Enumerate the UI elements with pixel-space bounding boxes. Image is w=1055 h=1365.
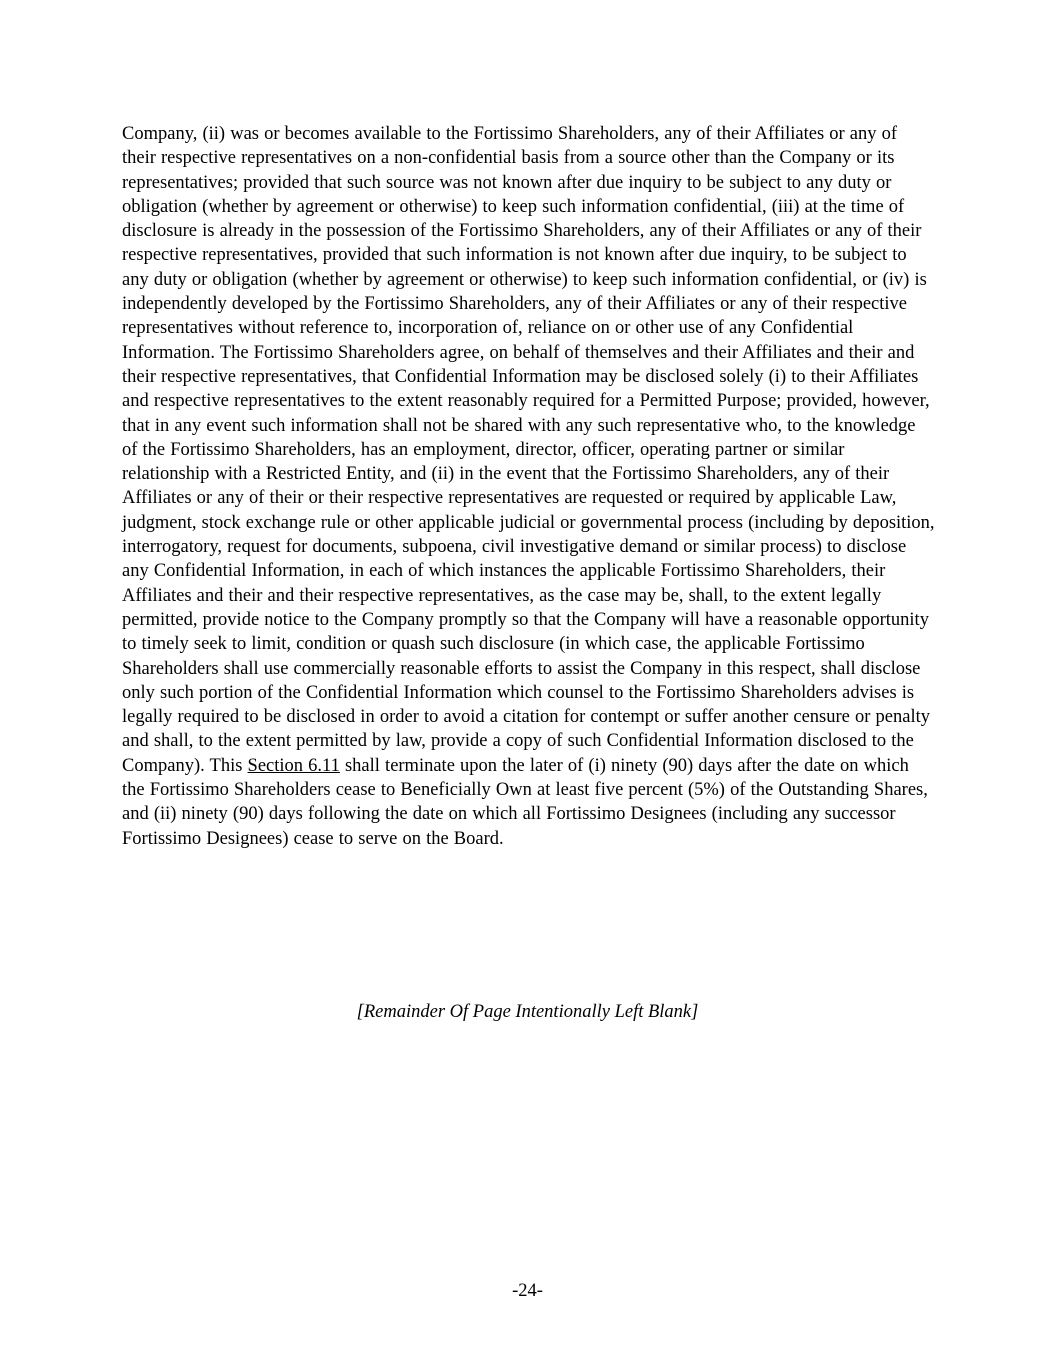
- paragraph-text-after-section-ref: shall terminate upon the later of (i) ninety (90) days after the date on which the Fortissimo Shareholders cease to Beneficially Own at least five percent (5%) of the Outstanding Shares, and (ii) ninety (90) days following the date on which all Fortissimo Designees (including any successor Fortissimo Designees) cease to serve on the Board.: [122, 755, 928, 849]
- confidentiality-paragraph: [122, 122, 936, 851]
- page-number: -24-: [512, 1281, 543, 1301]
- section-6-11-reference: Section 6.11: [247, 755, 340, 776]
- paragraph-text-before-section-ref: Company, (ii) was or becomes available to the Fortissimo Shareholders, any of their Affiliates or any of their respective representatives on a non-confidential basis from a source other than the Company or its representatives; provided that such source was not known after due inquiry to be subject to any duty or obligation (whether by agreement or otherwise) to keep such information confidential, (iii) at the time of disclosure is already in the possession of the Fortissimo Shareholders, any of their Affiliates or any of their respective representatives, provided that such information is not known after due inquiry, to be subject to any duty or obligation (whether by agreement or otherwise) to keep such information confidential, or (iv) is independently developed by the Fortissimo Shareholders, any of their Affiliates or any of their respective representatives without reference to, incorporation of, reliance on or other use of any Confidential Information. The Fortissimo Shareholders agree, on behalf of themselves and their Affiliates and their and their respective representatives, that Confidential Information may be disclosed solely (i) to their Affiliates and respective representatives to the extent reasonably required for a Permitted Purpose; provided, however, that in any event such information shall not be shared with any such representative who, to the knowledge of the Fortissimo Shareholders, has an employment, director, officer, operating partner or similar relationship with a Restricted Entity, and (ii) in the event that the Fortissimo Shareholders, any of their Affiliates or any of their or their respective representatives are requested or required by applicable Law, judgment, stock exchange rule or other applicable judicial or governmental process (including by deposition, interrogatory, request for documents, subpoena, civil investigative demand or similar process) to disclose any Confidential Information, in each of which instances the applicable Fortissimo Shareholders, their Affiliates and their and their respective representatives, as the case may be, shall, to the extent legally permitted, provide notice to the Company promptly so that the Company will have a reasonable opportunity to timely seek to limit, condition or quash such disclosure (in which case, the applicable Fortissimo Shareholders shall use commercially reasonable efforts to assist the Company in this respect, shall disclose only such portion of the Confidential Information which counsel to the Fortissimo Shareholders advises is legally required to be disclosed in order to avoid a citation for contempt or suffer another censure or penalty and shall, to the extent permitted by law, provide a copy of such Confidential Information disclosed to the Company). This: [122, 124, 935, 776]
- remainder-of-page-notice: [Remainder Of Page Intentionally Left Blank]: [356, 1002, 699, 1022]
